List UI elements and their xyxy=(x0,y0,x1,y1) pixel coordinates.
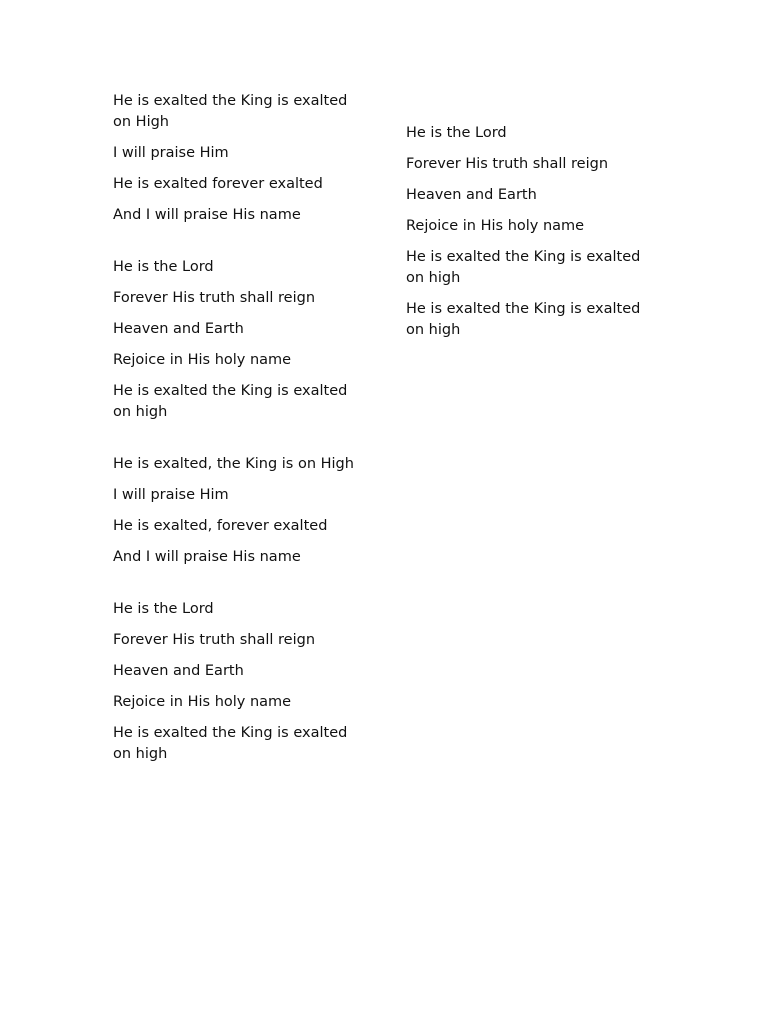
lyric-line: Heaven and Earth xyxy=(113,663,244,679)
lyric-line: And I will praise His name xyxy=(113,207,301,223)
stanza xyxy=(113,599,363,765)
stanza xyxy=(113,91,363,226)
lyric-line: He is the Lord xyxy=(113,601,214,617)
left-column xyxy=(113,91,363,796)
lyric-line: He is exalted the King is exalted on high xyxy=(406,249,641,286)
lyric-line: He is exalted the King is exalted on high xyxy=(113,383,348,420)
lyric-line: He is exalted, forever exalted xyxy=(113,518,328,534)
lyric-line: He is the Lord xyxy=(113,259,214,275)
lyric-line: Rejoice in His holy name xyxy=(406,218,585,234)
lyric-line: He is exalted, the King is on High xyxy=(113,456,354,472)
lyric-line: Rejoice in His holy name xyxy=(113,694,292,710)
lyric-line: Forever His truth shall reign xyxy=(406,156,609,172)
stanza xyxy=(113,454,363,568)
stanza xyxy=(406,123,656,341)
lyric-line: Heaven and Earth xyxy=(113,321,244,337)
lyric-line: He is exalted the King is exalted on High xyxy=(113,93,348,130)
lyric-line: He is exalted the King is exalted on high xyxy=(406,301,641,338)
lyric-line: Forever His truth shall reign xyxy=(113,632,316,648)
lyric-line: He is exalted the King is exalted on high xyxy=(113,725,348,762)
lyric-line: He is the Lord xyxy=(406,125,507,141)
stanza xyxy=(113,257,363,423)
right-column xyxy=(406,123,656,372)
lyric-line: I will praise Him xyxy=(113,487,229,503)
lyric-line: Heaven and Earth xyxy=(406,187,537,203)
lyric-line: And I will praise His name xyxy=(113,549,301,565)
lyric-line: I will praise Him xyxy=(113,145,229,161)
lyric-line: He is exalted forever exalted xyxy=(113,176,323,192)
lyric-line: Rejoice in His holy name xyxy=(113,352,292,368)
lyric-line: Forever His truth shall reign xyxy=(113,290,316,306)
